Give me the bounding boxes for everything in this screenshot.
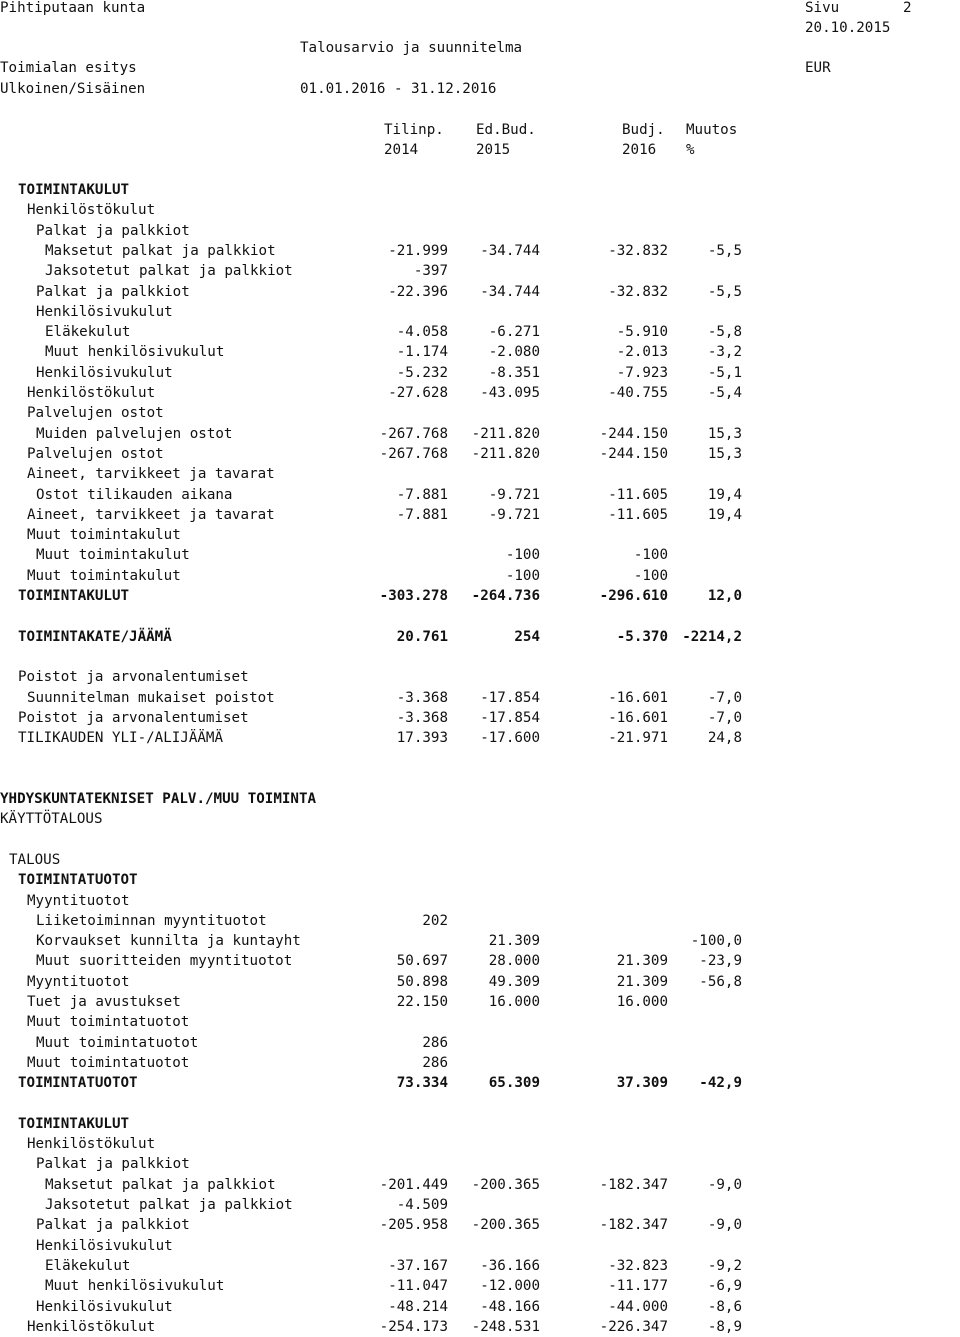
table-row xyxy=(0,180,960,200)
value-tilinp-2014: -21.999 xyxy=(388,242,448,259)
col-header-percent: % xyxy=(686,142,695,158)
value-tilinp-2014: -201.449 xyxy=(379,1176,448,1193)
value-budj-2016: -296.610 xyxy=(599,588,668,604)
table-row xyxy=(0,1276,960,1296)
row-label: TILIKAUDEN YLI-/ALIJÄÄMÄ xyxy=(18,730,223,747)
value-edbud-2015: -2.080 xyxy=(488,344,540,361)
table-row xyxy=(0,688,960,708)
value-muutos-percent: -6,9 xyxy=(707,1278,742,1295)
row-label: Henkilösivukulut xyxy=(36,1237,173,1254)
value-muutos-percent: -56,8 xyxy=(699,973,742,990)
value-tilinp-2014: -48.214 xyxy=(388,1298,448,1315)
table-row xyxy=(0,728,960,748)
value-muutos-percent: 19,4 xyxy=(707,506,742,523)
table-row xyxy=(0,586,960,606)
value-tilinp-2014: -254.173 xyxy=(379,1318,448,1335)
table-row xyxy=(0,1033,960,1053)
blank-row xyxy=(0,606,960,626)
table-row xyxy=(0,403,960,423)
value-edbud-2015: -17.854 xyxy=(480,689,540,706)
table-row xyxy=(0,951,960,971)
value-budj-2016: 21.309 xyxy=(616,973,668,990)
col-header-muutos: Muutos xyxy=(686,122,738,138)
table-row xyxy=(0,444,960,464)
value-muutos-percent: -5,8 xyxy=(707,324,742,341)
value-tilinp-2014: -267.768 xyxy=(379,445,448,462)
value-muutos-percent: -8,6 xyxy=(707,1298,742,1315)
value-tilinp-2014: -303.278 xyxy=(379,588,448,604)
value-budj-2016: -2.013 xyxy=(616,344,668,361)
value-tilinp-2014: -37.167 xyxy=(388,1257,448,1274)
municipality-name: Pihtiputaan kunta xyxy=(0,0,146,16)
value-tilinp-2014: -1.174 xyxy=(396,344,448,361)
row-label: TOIMINTAKULUT xyxy=(18,182,130,198)
value-edbud-2015: -43.095 xyxy=(480,385,540,401)
value-tilinp-2014: 22.150 xyxy=(396,994,448,1010)
table-row xyxy=(0,931,960,951)
value-muutos-percent: -9,0 xyxy=(707,1217,742,1234)
row-label: Jaksotetut palkat ja palkkiot xyxy=(45,263,293,280)
table-row xyxy=(0,363,960,383)
table-row xyxy=(0,525,960,545)
table-row xyxy=(0,992,960,1012)
value-edbud-2015: -264.736 xyxy=(471,588,540,604)
table-row xyxy=(0,1297,960,1317)
value-muutos-percent: -23,9 xyxy=(699,953,742,970)
row-label: Liiketoiminnan myyntituotot xyxy=(36,912,267,929)
value-budj-2016: -226.347 xyxy=(599,1318,668,1335)
row-label: Palkat ja palkkiot xyxy=(36,1156,190,1173)
row-label: Aineet, tarvikkeet ja tavarat xyxy=(27,466,275,483)
value-tilinp-2014: -205.958 xyxy=(379,1217,448,1234)
value-muutos-percent: -5,5 xyxy=(707,283,742,300)
row-label: Henkilösivukulut xyxy=(36,303,173,320)
value-budj-2016: -40.755 xyxy=(608,385,668,401)
report-scope: Ulkoinen/Sisäinen xyxy=(0,81,146,97)
row-label: Muut toimintatuotot xyxy=(27,1014,190,1031)
table-row xyxy=(0,424,960,444)
value-muutos-percent: -5,5 xyxy=(707,242,742,259)
table-row xyxy=(0,261,960,281)
value-edbud-2015: -200.365 xyxy=(471,1176,540,1193)
value-budj-2016: 21.309 xyxy=(616,953,668,970)
page-number: 2 xyxy=(903,0,912,16)
row-label: Maksetut palkat ja palkkiot xyxy=(45,242,276,259)
row-label: Muut toimintakulut xyxy=(36,547,190,564)
table-row xyxy=(0,1256,960,1276)
row-label: Muut suoritteiden myyntituotot xyxy=(36,953,293,970)
table-row xyxy=(0,322,960,342)
table-row xyxy=(0,241,960,261)
row-label: TOIMINTAKULUT xyxy=(18,1115,130,1132)
row-label: Eläkekulut xyxy=(45,1257,131,1274)
value-edbud-2015: -248.531 xyxy=(471,1318,540,1335)
value-budj-2016: -7.923 xyxy=(616,364,668,381)
value-edbud-2015: -48.166 xyxy=(480,1298,540,1315)
value-edbud-2015: 49.309 xyxy=(488,973,540,990)
value-budj-2016: -32.832 xyxy=(608,242,668,259)
value-edbud-2015: 28.000 xyxy=(488,953,540,970)
row-label: Poistot ja arvonalentumiset xyxy=(18,709,249,726)
row-label: Jaksotetut palkat ja palkkiot xyxy=(45,1197,293,1213)
value-tilinp-2014: -7.881 xyxy=(396,506,448,523)
value-edbud-2015: -211.820 xyxy=(471,445,540,462)
value-tilinp-2014: -3.368 xyxy=(396,689,448,706)
value-budj-2016: -16.601 xyxy=(608,709,668,726)
value-tilinp-2014: -3.368 xyxy=(396,709,448,726)
value-budj-2016: -11.605 xyxy=(608,506,668,523)
value-edbud-2015: -17.600 xyxy=(480,730,540,747)
value-budj-2016: 37.309 xyxy=(616,1075,668,1092)
report-date: 20.10.2015 xyxy=(805,20,891,36)
row-label: Muut henkilösivukulut xyxy=(45,344,225,361)
row-label: YHDYSKUNTATEKNISET PALV./MUU TOIMINTA xyxy=(0,791,317,807)
table-row xyxy=(0,566,960,586)
table-row xyxy=(0,911,960,931)
table-row xyxy=(0,627,960,647)
table-row xyxy=(0,383,960,403)
value-budj-2016: -5.910 xyxy=(616,324,668,341)
col-header-edbud: Ed.Bud. xyxy=(476,122,536,138)
row-label: Muut toimintakulut xyxy=(27,527,181,544)
row-label: Muut toimintakulut xyxy=(27,567,181,584)
value-muutos-percent: -2214,2 xyxy=(682,628,742,645)
value-edbud-2015: -34.744 xyxy=(480,283,540,300)
table-row xyxy=(0,850,960,870)
table-row xyxy=(0,1236,960,1256)
value-tilinp-2014: 50.898 xyxy=(396,973,448,990)
report-title: Talousarvio ja suunnitelma xyxy=(300,40,523,56)
row-label: Palvelujen ostot xyxy=(27,405,164,422)
value-tilinp-2014: 50.697 xyxy=(396,953,448,970)
table-row xyxy=(0,667,960,687)
row-label: Maksetut palkat ja palkkiot xyxy=(45,1176,276,1193)
value-muutos-percent: 12,0 xyxy=(707,588,742,604)
table-row xyxy=(0,221,960,241)
table-row xyxy=(0,1175,960,1195)
row-label: Poistot ja arvonalentumiset xyxy=(18,669,249,686)
value-budj-2016: -244.150 xyxy=(599,445,668,462)
table-row xyxy=(0,1154,960,1174)
row-label: Ostot tilikauden aikana xyxy=(36,486,233,503)
table-row xyxy=(0,545,960,565)
value-muutos-percent: -7,0 xyxy=(707,709,742,726)
value-edbud-2015: -200.365 xyxy=(471,1217,540,1234)
value-budj-2016: -5.370 xyxy=(616,628,668,645)
row-label: Henkilöstökulut xyxy=(27,385,156,401)
value-muutos-percent: -5,1 xyxy=(707,364,742,381)
row-label: TALOUS xyxy=(9,851,61,868)
blank-row xyxy=(0,647,960,667)
value-budj-2016: -44.000 xyxy=(608,1298,668,1315)
value-tilinp-2014: -7.881 xyxy=(396,486,448,503)
value-tilinp-2014: -4.058 xyxy=(396,324,448,341)
value-muutos-percent: -100,0 xyxy=(690,933,742,950)
col-header-2015: 2015 xyxy=(476,142,511,158)
page-label: Sivu xyxy=(805,0,840,16)
col-header-budj: Budj. xyxy=(622,122,665,138)
value-tilinp-2014: -22.396 xyxy=(388,283,448,300)
value-edbud-2015: -12.000 xyxy=(480,1278,540,1295)
table-row xyxy=(0,1317,960,1337)
table-row xyxy=(0,891,960,911)
value-tilinp-2014: -11.047 xyxy=(388,1278,448,1295)
value-edbud-2015: 16.000 xyxy=(488,994,540,1010)
row-label: Tuet ja avustukset xyxy=(27,994,181,1010)
value-tilinp-2014: -397 xyxy=(413,263,448,280)
value-muutos-percent: 19,4 xyxy=(707,486,742,503)
blank-row xyxy=(0,830,960,850)
table-row xyxy=(0,1215,960,1235)
value-edbud-2015: -34.744 xyxy=(480,242,540,259)
value-tilinp-2014: -267.768 xyxy=(379,425,448,442)
value-tilinp-2014: -27.628 xyxy=(388,385,448,401)
row-label: Myyntituotot xyxy=(27,973,130,990)
value-budj-2016: -182.347 xyxy=(599,1217,668,1234)
row-label: Myyntituotot xyxy=(27,892,130,909)
value-tilinp-2014: 286 xyxy=(422,1054,448,1071)
value-edbud-2015: -9.721 xyxy=(488,486,540,503)
value-budj-2016: -182.347 xyxy=(599,1176,668,1193)
row-label: Palkat ja palkkiot xyxy=(36,1217,190,1234)
table-row xyxy=(0,200,960,220)
table-row xyxy=(0,972,960,992)
value-muutos-percent: -7,0 xyxy=(707,689,742,706)
value-edbud-2015: 65.309 xyxy=(488,1075,540,1092)
value-edbud-2015: 21.309 xyxy=(488,933,540,950)
value-muutos-percent: -3,2 xyxy=(707,344,742,361)
report-period: 01.01.2016 - 31.12.2016 xyxy=(300,81,497,97)
row-label: TOIMINTAKULUT xyxy=(18,588,130,604)
table-row xyxy=(0,809,960,829)
row-label: Muut toimintatuotot xyxy=(36,1034,199,1051)
value-muutos-percent: -8,9 xyxy=(707,1318,742,1335)
table-row xyxy=(0,708,960,728)
row-label: Muiden palvelujen ostot xyxy=(36,425,233,442)
table-row xyxy=(0,1195,960,1215)
col-header-tilinp: Tilinp. xyxy=(384,122,444,138)
value-muutos-percent: -42,9 xyxy=(699,1075,742,1092)
row-label: TOIMINTAKATE/JÄÄMÄ xyxy=(18,628,172,645)
value-edbud-2015: -211.820 xyxy=(471,425,540,442)
table-row xyxy=(0,1053,960,1073)
value-muutos-percent: -9,2 xyxy=(707,1257,742,1274)
value-muutos-percent: -5,4 xyxy=(707,385,742,401)
value-muutos-percent: 15,3 xyxy=(707,425,742,442)
value-tilinp-2014: 20.761 xyxy=(396,628,448,645)
row-label: TOIMINTATUOTOT xyxy=(18,1075,138,1092)
value-budj-2016: -32.832 xyxy=(608,283,668,300)
row-label: TOIMINTATUOTOT xyxy=(18,872,138,889)
value-edbud-2015: -36.166 xyxy=(480,1257,540,1274)
row-label: Palvelujen ostot xyxy=(27,445,164,462)
row-label: Muut henkilösivukulut xyxy=(45,1278,225,1295)
value-budj-2016: -11.605 xyxy=(608,486,668,503)
value-tilinp-2014: 202 xyxy=(422,912,448,929)
row-label: Aineet, tarvikkeet ja tavarat xyxy=(27,506,275,523)
row-label: Henkilöstökulut xyxy=(27,202,156,219)
value-budj-2016: -100 xyxy=(633,547,668,564)
value-muutos-percent: 24,8 xyxy=(707,730,742,747)
row-label: Henkilösivukulut xyxy=(36,1298,173,1315)
row-label: Henkilösivukulut xyxy=(36,364,173,381)
value-tilinp-2014: -5.232 xyxy=(396,364,448,381)
value-muutos-percent: -9,0 xyxy=(707,1176,742,1193)
row-label: KÄYTTÖTALOUS xyxy=(0,811,103,828)
value-budj-2016: -16.601 xyxy=(608,689,668,706)
table-row xyxy=(0,485,960,505)
table-row xyxy=(0,464,960,484)
value-muutos-percent: 15,3 xyxy=(707,445,742,462)
value-edbud-2015: -17.854 xyxy=(480,709,540,726)
blank-row xyxy=(0,1094,960,1114)
value-edbud-2015: -100 xyxy=(505,547,540,564)
value-budj-2016: -21.971 xyxy=(608,730,668,747)
table-row xyxy=(0,870,960,890)
table-row xyxy=(0,1073,960,1093)
col-header-2014: 2014 xyxy=(384,142,419,158)
table-row xyxy=(0,505,960,525)
row-label: Eläkekulut xyxy=(45,324,131,341)
value-tilinp-2014: 17.393 xyxy=(396,730,448,747)
col-header-2016: 2016 xyxy=(622,142,657,158)
table-row xyxy=(0,1134,960,1154)
value-edbud-2015: -6.271 xyxy=(488,324,540,341)
row-label: Henkilöstökulut xyxy=(27,1318,156,1335)
value-tilinp-2014: 73.334 xyxy=(396,1075,448,1092)
table-row xyxy=(0,1012,960,1032)
currency: EUR xyxy=(805,60,831,76)
table-row xyxy=(0,302,960,322)
value-budj-2016: -244.150 xyxy=(599,425,668,442)
table-row xyxy=(0,1114,960,1134)
value-edbud-2015: -9.721 xyxy=(488,506,540,523)
row-label: Korvaukset kunnilta ja kuntayht xyxy=(36,933,301,950)
row-label: Muut toimintatuotot xyxy=(27,1054,190,1071)
row-label: Palkat ja palkkiot xyxy=(36,222,190,239)
value-edbud-2015: -100 xyxy=(505,567,540,584)
row-label: Henkilöstökulut xyxy=(27,1136,156,1153)
row-label: Suunnitelman mukaiset poistot xyxy=(27,689,275,706)
value-edbud-2015: 254 xyxy=(514,628,540,645)
table-row xyxy=(0,282,960,302)
row-label: Palkat ja palkkiot xyxy=(36,283,190,300)
value-edbud-2015: -8.351 xyxy=(488,364,540,381)
table-row xyxy=(0,342,960,362)
blank-row xyxy=(0,769,960,789)
value-budj-2016: -11.177 xyxy=(608,1278,668,1295)
value-tilinp-2014: 286 xyxy=(422,1034,448,1051)
table-row xyxy=(0,789,960,809)
blank-row xyxy=(0,748,960,768)
report-type: Toimialan esitys xyxy=(0,60,137,76)
value-budj-2016: -100 xyxy=(633,567,668,584)
value-budj-2016: -32.823 xyxy=(608,1257,668,1274)
value-budj-2016: 16.000 xyxy=(616,994,668,1010)
value-tilinp-2014: -4.509 xyxy=(396,1197,448,1213)
